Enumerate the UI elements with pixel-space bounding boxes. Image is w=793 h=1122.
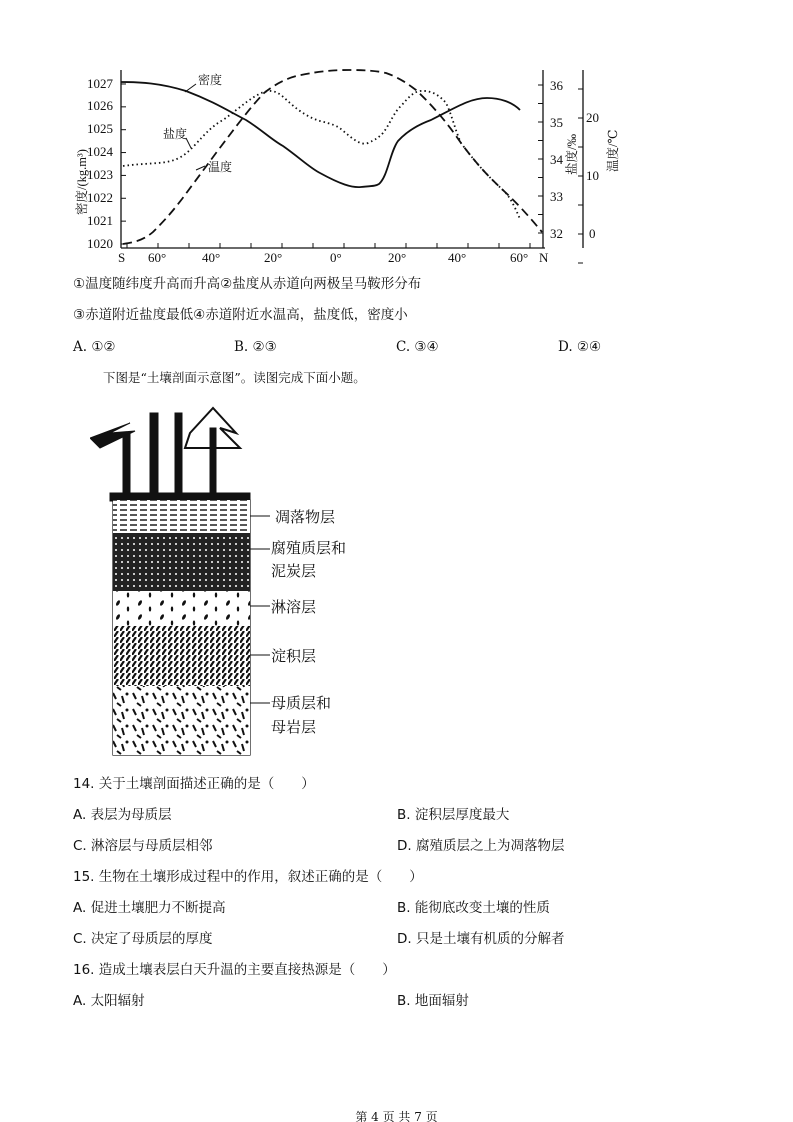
ocean-properties-chart [0, 0, 793, 270]
q14-option-a[interactable]: A. 表层为母质层 [73, 807, 172, 823]
q14-option-c[interactable]: C. 淋溶层与母质层相邻 [73, 838, 213, 854]
x-tick: 20° [264, 250, 283, 265]
x-tick: 0° [330, 250, 342, 265]
q16-option-b[interactable]: B. 地面辐射 [397, 993, 469, 1009]
salinity-tick: 34 [550, 152, 563, 167]
x-tick: 40° [202, 250, 221, 265]
salinity-tick: 32 [550, 226, 563, 241]
q13-option-c[interactable]: C. ③④ [396, 339, 439, 355]
litter-layer [113, 500, 250, 533]
soil-label-peat: 泥炭层 [271, 562, 317, 580]
salinity-label: 盐度 [163, 127, 188, 141]
salinity-tick: 35 [550, 115, 563, 130]
x-tick: 40° [448, 250, 467, 265]
salinity-axis-label: 盐度/‰ [565, 134, 579, 175]
q15-option-c[interactable]: C. 决定了母质层的厚度 [73, 931, 213, 947]
salinity-tick: 36 [550, 78, 563, 93]
trees-icon [90, 408, 250, 501]
soil-label-illuvial: 淀积层 [271, 647, 317, 665]
q14-option-d[interactable]: D. 腐殖质层之上为凋落物层 [397, 838, 565, 854]
salinity-tick: 33 [550, 189, 563, 204]
q13-statement-2: ③赤道附近盐度最低④赤道附近水温高，盐度低，密度小 [73, 307, 408, 323]
y-tick: 1023 [87, 167, 113, 182]
x-tick: 60° [148, 250, 167, 265]
q13-option-d[interactable]: D. ②④ [558, 339, 602, 355]
y-tick: 1021 [87, 213, 113, 228]
q16-stem: 16. 造成土壤表层白天升温的主要直接热源是（ ） [73, 962, 396, 978]
x-tick: S [118, 250, 126, 265]
soil-label-litter: 凋落物层 [275, 508, 336, 526]
temperature-curve [123, 70, 542, 244]
y-tick: 1022 [87, 190, 113, 205]
q15-stem: 15. 生物在土壤形成过程中的作用，叙述正确的是（ ） [73, 869, 423, 885]
temp-axis-label: 温度/℃ [606, 129, 620, 172]
y-tick: 1027 [87, 76, 113, 91]
q16-option-a[interactable]: A. 太阳辐射 [73, 993, 145, 1009]
soil-label-parent: 母质层和 [271, 694, 332, 712]
illuvial-layer [113, 626, 250, 686]
q13-statement-1: ①温度随纬度升高而升高②盐度从赤道向两极呈马鞍形分布 [73, 276, 422, 292]
salinity-curve [123, 91, 520, 219]
page-footer: 第 4 页 共 7 页 [355, 1110, 438, 1122]
soil-label-humus: 腐殖质层和 [271, 539, 347, 557]
q13-option-b[interactable]: B. ②③ [234, 339, 277, 355]
parent-layer [113, 686, 250, 755]
temperature-label: 温度 [208, 160, 233, 174]
soil-label-leaching: 淋溶层 [271, 598, 317, 616]
density-label: 密度 [198, 73, 223, 87]
humus-layer [113, 533, 250, 591]
y-tick: 1024 [87, 144, 113, 159]
temp-tick: 0 [589, 226, 596, 241]
x-tick: 60° [510, 250, 529, 265]
q15-option-b[interactable]: B. 能彻底改变土壤的性质 [397, 900, 550, 916]
y-tick: 1020 [87, 236, 113, 251]
y-tick: 1026 [87, 98, 113, 113]
temp-tick: 10 [586, 168, 599, 183]
q14-option-b[interactable]: B. 淀积层厚度最大 [397, 807, 510, 823]
intro-text: 下图是“土壤剖面示意图”。读图完成下面小题。 [103, 370, 366, 385]
q15-option-a[interactable]: A. 促进土壤肥力不断提高 [73, 900, 226, 916]
x-tick: N [539, 250, 549, 265]
y-tick: 1025 [87, 121, 113, 136]
left-axis-label: 密度/(kg.m³) [75, 149, 89, 215]
q13-option-a[interactable]: A. ①② [73, 339, 116, 355]
x-tick: 20° [388, 250, 407, 265]
q14-stem: 14. 关于土壤剖面描述正确的是（ ） [73, 776, 315, 792]
temp-tick: 20 [586, 110, 599, 125]
soil-label-bedrock: 母岩层 [271, 718, 317, 736]
q15-option-d[interactable]: D. 只是土壤有机质的分解者 [397, 931, 565, 947]
leaching-layer [113, 591, 250, 626]
